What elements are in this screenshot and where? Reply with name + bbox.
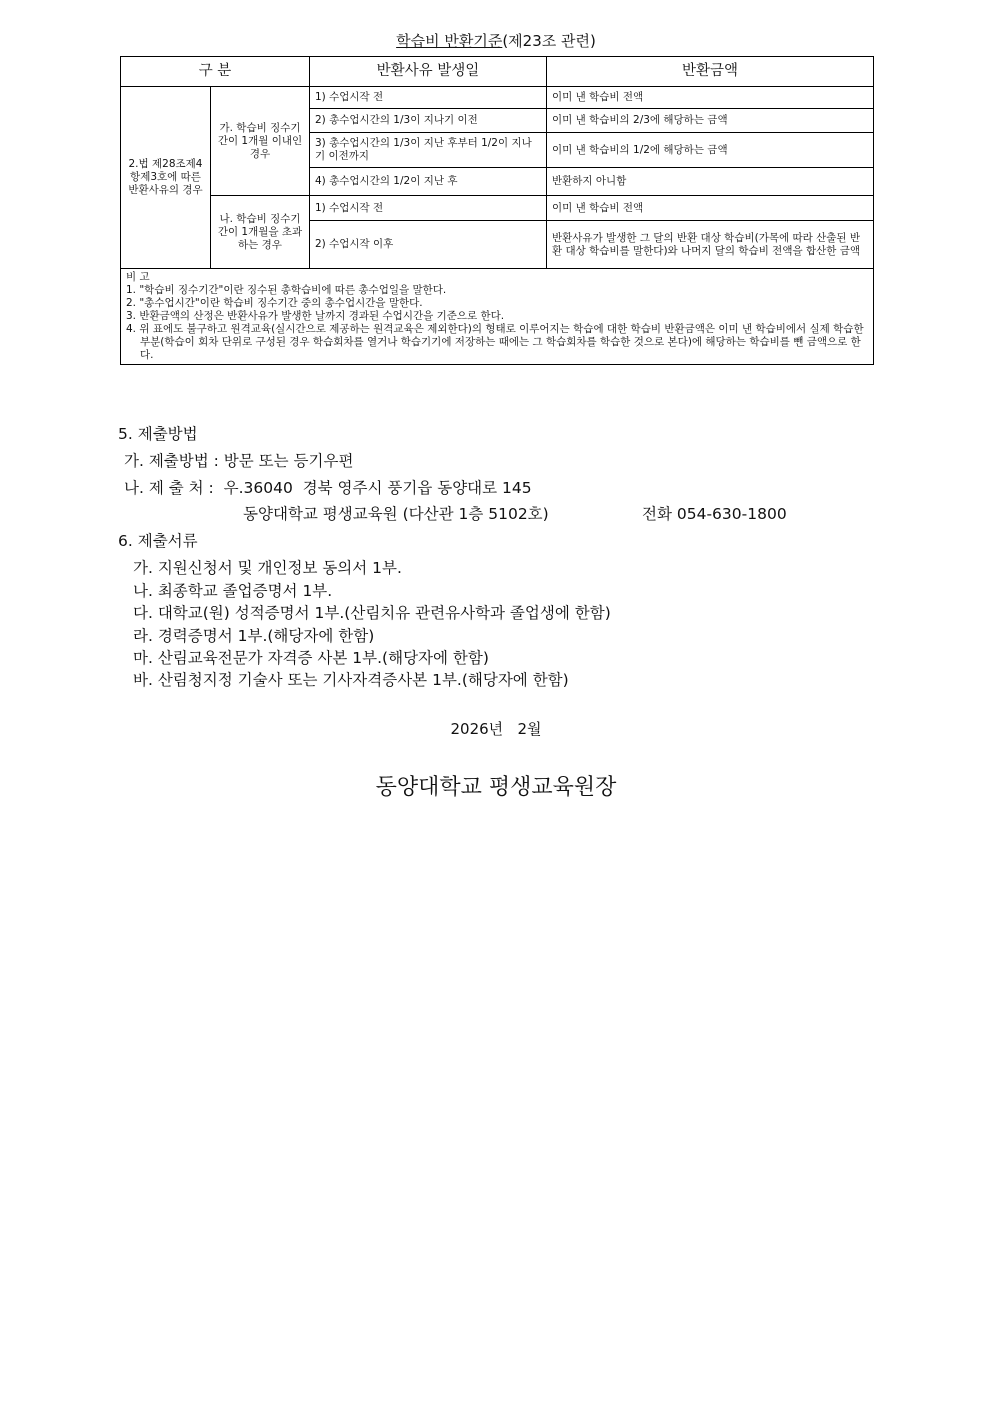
document-item: 마. 산림교육전문가 자격증 사본 1부.(해당자에 한함) xyxy=(133,649,489,667)
issue-date: 2026년 2월 xyxy=(450,720,542,738)
note-item: 4. 위 표에도 불구하고 원격교육(실시간으로 제공하는 원격교육은 제외한다)의 형태로 이루어지는 학습에 대한 학습비 반환금액은 이미 낸 학습비에서 실제 학습한 부분(학습이 회차 단위로 구성된 경우 학습회차를 열거나 학습기기에 저장하는 때에는 그 학습회차를 학습한 것으로 본다)에 해당하는 학습비를 뺀 금액으로 한다. xyxy=(126,323,864,361)
signature-title: 동양대학교 평생교육원장 xyxy=(375,775,617,800)
reason-cell: 3) 총수업시간의 1/3이 지난 후부터 1/2이 지나기 이전까지 xyxy=(310,133,547,168)
section5-title: 5. 제출방법 xyxy=(118,425,198,443)
reason-cell: 2) 총수업시간의 1/3이 지나기 이전 xyxy=(310,109,547,133)
amount-cell: 이미 낸 학습비의 2/3에 해당하는 금액 xyxy=(547,109,874,133)
document-item: 바. 산림청지정 기술사 또는 기사자격증사본 1부.(해당자에 한함) xyxy=(133,671,569,689)
note-item: 1. "학습비 징수기간"이란 징수된 총학습비에 따른 총수업일을 말한다. xyxy=(126,284,447,296)
reason-cell: 1) 수업시작 전 xyxy=(310,196,547,221)
amount-cell: 이미 낸 학습비 전액 xyxy=(547,87,874,109)
table-title xyxy=(0,30,992,51)
header-category: 구 분 xyxy=(121,57,310,87)
reason-cell: 4) 총수업시간의 1/2이 지난 후 xyxy=(310,168,547,196)
submit-place: 나. 제 출 처 : 우.36040 경북 영주시 풍기읍 동양대로 145 xyxy=(124,479,532,497)
reason-cell: 1) 수업시작 전 xyxy=(310,87,547,109)
table-header-row xyxy=(121,57,874,87)
notes-row xyxy=(121,269,874,365)
sub-a-label: 가. 학습비 징수기간이 1개월 이내인 경우 xyxy=(211,87,310,196)
document-item: 다. 대학교(원) 성적증명서 1부.(산림치유 관련유사학과 졸업생에 한함) xyxy=(133,604,611,622)
header-amount: 반환금액 xyxy=(547,57,874,87)
amount-cell: 반환사유가 발생한 그 달의 반환 대상 학습비(가목에 따라 산출된 반환 대상 학습비를 말한다)와 나머지 달의 학습비 전액을 합산한 금액 xyxy=(547,221,874,269)
document-item: 나. 최종학교 졸업증명서 1부. xyxy=(133,582,333,600)
group-label: 2.법 제28조제4항제3호에 따른 반환사유의 경우 xyxy=(121,87,211,269)
amount-cell: 이미 낸 학습비 전액 xyxy=(547,196,874,221)
submit-method: 가. 제출방법 : 방문 또는 등기우편 xyxy=(124,452,354,470)
amount-cell: 이미 낸 학습비의 1/2에 해당하는 금액 xyxy=(547,133,874,168)
section6-title: 6. 제출서류 xyxy=(118,532,198,550)
sub-b-label: 나. 학습비 징수기간이 1개월을 초과하는 경우 xyxy=(211,196,310,269)
table-title-main: 학습비 반환기준 xyxy=(396,32,503,50)
notes-cell xyxy=(121,269,874,365)
table-row xyxy=(121,87,874,109)
header-reason: 반환사유 발생일 xyxy=(310,57,547,87)
note-item: 2. "총수업시간"이란 학습비 징수기간 중의 총수업시간을 말한다. xyxy=(126,297,423,309)
refund-table xyxy=(120,56,874,365)
submit-office: 동양대학교 평생교육원 (다산관 1층 5102호) xyxy=(243,505,549,523)
document-item: 라. 경력증명서 1부.(해당자에 한함) xyxy=(133,627,375,645)
note-item: 3. 반환금액의 산정은 반환사유가 발생한 날까지 경과된 수업시간을 기준으로 한다. xyxy=(126,310,505,322)
amount-cell: 반환하지 아니함 xyxy=(547,168,874,196)
table-row xyxy=(121,196,874,221)
submit-phone: 전화 054-630-1800 xyxy=(642,505,787,523)
table-title-ref: (제23조 관련) xyxy=(502,32,596,50)
document-item: 가. 지원신청서 및 개인정보 동의서 1부. xyxy=(133,559,402,577)
notes-heading: 비 고 xyxy=(126,271,150,283)
reason-cell: 2) 수업시작 이후 xyxy=(310,221,547,269)
